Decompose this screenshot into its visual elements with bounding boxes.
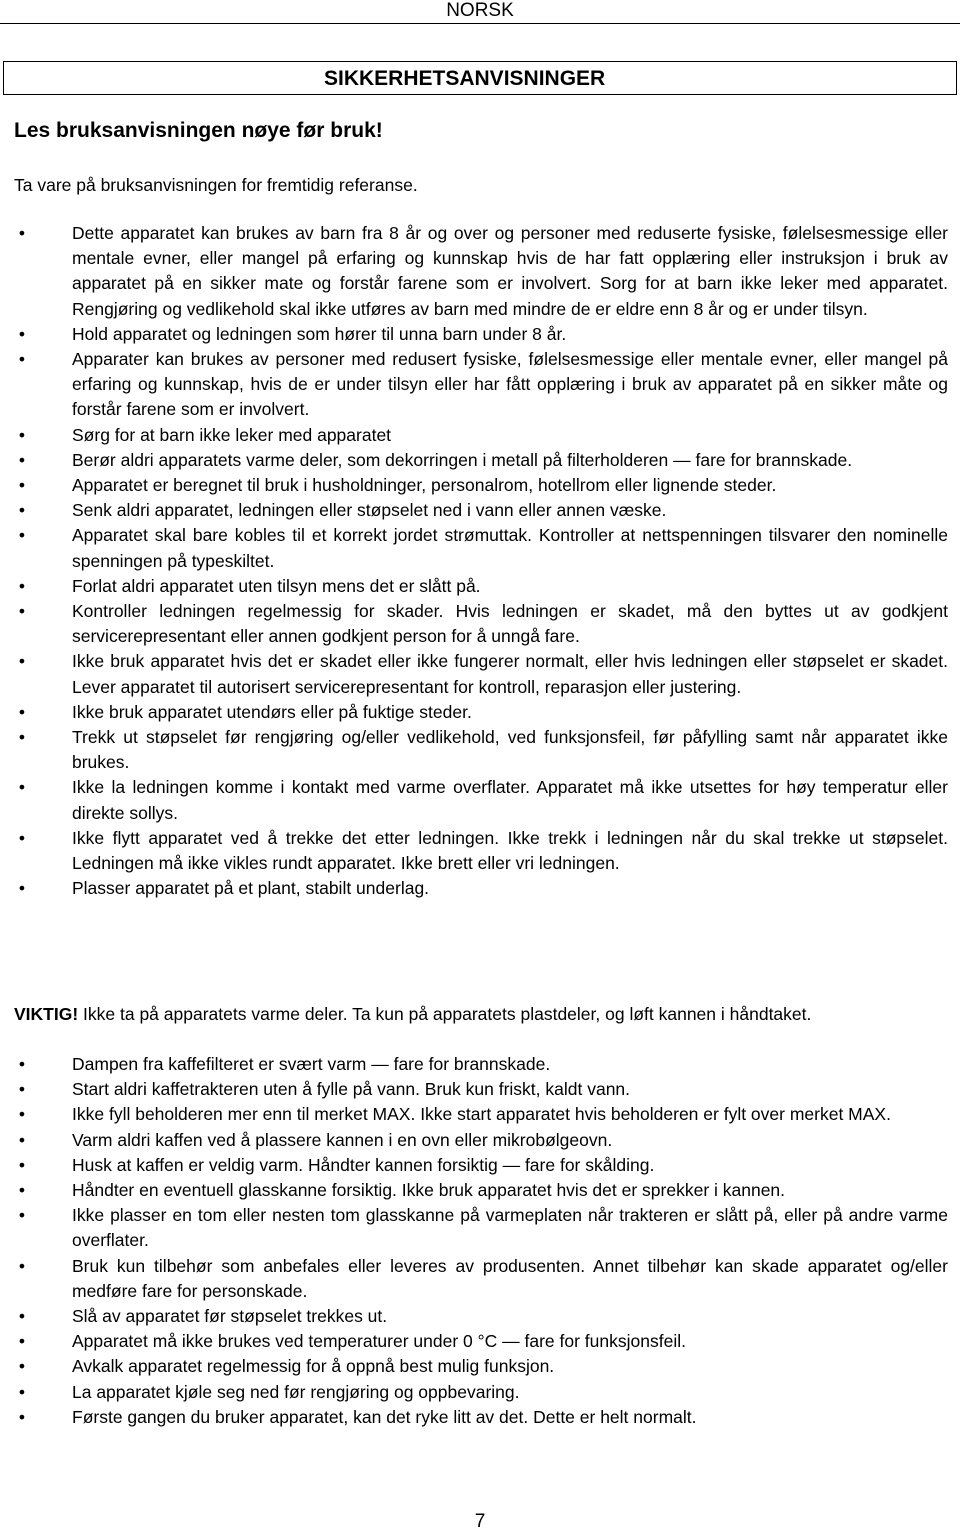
bullet-icon: • — [18, 1129, 26, 1150]
list-item — [0, 423, 960, 448]
list-item — [0, 1254, 960, 1304]
safety-list — [0, 221, 960, 901]
bullet-icon: • — [18, 1104, 26, 1125]
list-item — [0, 1203, 960, 1253]
list-item-text: Sørg for at barn ikke leker med apparatet — [72, 424, 392, 445]
bullet-icon: • — [18, 701, 26, 722]
bullet-icon: • — [18, 475, 26, 496]
list-item-text: Forlat aldri apparatet uten tilsyn mens det er slått på. — [72, 575, 481, 596]
bullet-icon: • — [18, 223, 26, 243]
list-item — [0, 322, 960, 347]
list-item — [0, 473, 960, 498]
list-item-text: Avkalk apparatet regelmessig for å oppnå best mulig funksjon. — [72, 1356, 555, 1377]
bullet-icon: • — [18, 1205, 26, 1226]
important-label: VIKTIG! — [14, 1004, 79, 1024]
list-item — [0, 1380, 960, 1405]
bullet-icon: • — [18, 1180, 26, 1201]
list-item — [0, 221, 960, 322]
list-item — [0, 1077, 960, 1102]
bullet-icon: • — [18, 575, 26, 596]
list-item-text: Slå av apparatet før støpselet trekkes ut. — [72, 1306, 388, 1327]
list-item-text: Apparatet er beregnet til bruk i husholdninger, personalrom, hotellrom eller lignende steder. — [72, 475, 777, 496]
warning-list — [0, 1052, 960, 1430]
list-item-text: Berør aldri apparatets varme deler, som dekorringen i metall på filterholderen — fare for brannskade. — [72, 449, 853, 470]
list-item — [0, 448, 960, 473]
list-item-text: Ikke bruk apparatet utendørs eller på fuktige steder. — [72, 701, 472, 722]
bullet-icon: • — [18, 500, 26, 521]
list-item-text: Senk aldri apparatet, ledningen eller støpselet ned i vann eller annen væske. — [72, 500, 667, 521]
list-item-text: Ikke la ledningen komme i kontakt med varme overflater. Apparatet må ikke utsettes for høy temperatur eller direkte sollys. — [72, 777, 948, 823]
list-item — [0, 826, 960, 876]
list-item — [0, 574, 960, 599]
list-item-text: Ikke plasser en tom eller nesten tom glasskanne på varmeplaten når trakteren er slått på, eller på andre varme overflater. — [72, 1205, 948, 1251]
bullet-icon: • — [18, 424, 26, 445]
list-item — [0, 876, 960, 901]
list-item — [0, 1102, 960, 1127]
list-item — [0, 725, 960, 775]
list-item — [0, 1354, 960, 1379]
list-item — [0, 1128, 960, 1153]
list-item-text: La apparatet kjøle seg ned før rengjøring og oppbevaring. — [72, 1381, 520, 1402]
list-item-text: Husk at kaffen er veldig varm. Håndter kannen forsiktig — fare for skålding. — [72, 1154, 655, 1175]
bullet-icon: • — [18, 1356, 26, 1377]
bullet-icon: • — [18, 449, 26, 470]
list-item-text: Ikke fyll beholderen mer enn til merket MAX. Ikke start apparatet hvis beholderen er fylt over merket MAX. — [72, 1104, 891, 1125]
list-item — [0, 1178, 960, 1203]
important-notice — [14, 1002, 948, 1027]
section-title: SIKKERHETSANVISNINGER — [324, 67, 606, 90]
bullet-icon: • — [18, 1406, 26, 1427]
bullet-icon: • — [18, 1255, 26, 1276]
bullet-icon: • — [18, 349, 26, 370]
bullet-icon: • — [18, 827, 26, 848]
bullet-icon: • — [18, 1054, 26, 1074]
list-item-text: Håndter en eventuell glasskanne forsiktig. Ikke bruk apparatet hvis det er sprekker i kannen. — [72, 1180, 786, 1201]
list-item-text: Hold apparatet og ledningen som hører til unna barn under 8 år. — [72, 323, 567, 344]
bullet-icon: • — [18, 525, 26, 546]
list-item-text: Varm aldri kaffen ved å plassere kannen i en ovn eller mikrobølgeovn. — [72, 1129, 613, 1150]
list-item-text: Bruk kun tilbehør som anbefales eller leveres av produsenten. Annet tilbehør kan skade apparatet og/eller medføre fare for personskade. — [72, 1255, 948, 1301]
list-item — [0, 1052, 960, 1077]
list-item-text: Plasser apparatet på et plant, stabilt underlag. — [72, 878, 430, 899]
list-item-text: Kontroller ledningen regelmessig for skader. Hvis ledningen er skadet, må den byttes ut av godkjent servicerepresentant eller annen godkjent person for å unngå fare. — [72, 601, 948, 647]
bullet-icon: • — [18, 1331, 26, 1352]
list-item — [0, 498, 960, 523]
list-item-text: Ikke flytt apparatet ved å trekke det etter ledningen. Ikke trekk i ledningen når du skal trekke ut støpselet. Ledningen må ikke vikles rundt apparatet. Ikke brett eller vri ledningen. — [72, 827, 948, 874]
list-item-text: Dampen fra kaffefilteret er svært varm — fare for brannskade. — [72, 1054, 551, 1074]
list-item — [0, 1304, 960, 1329]
list-item — [0, 1405, 960, 1430]
bullet-icon: • — [18, 878, 26, 899]
page-number: 7 — [474, 1511, 486, 1532]
list-item — [0, 1153, 960, 1178]
bullet-icon: • — [18, 1306, 26, 1327]
list-item-text: Trekk ut støpselet før rengjøring og/eller vedlikehold, ved funksjonsfeil, før påfylling samt når apparatet ikke brukes. — [72, 727, 948, 773]
bullet-icon: • — [18, 601, 26, 622]
bullet-icon: • — [18, 1154, 26, 1175]
list-item — [0, 347, 960, 423]
list-item-text: Dette apparatet kan brukes av barn fra 8 år og over og personer med reduserte fysiske, følelsesmessige eller mentale evner, eller mangel på erfaring og kunnskap hvis de har fatt opplæring eller instruksjon i bruk av apparatet på en sikker mate og forstår farene som er involvert. Sorg for at barn ikke leker med apparatet. Rengjøring og vedlikehold skal ikke utføres av barn med mindre de er eldre enn 8 år og er under tilsyn. — [72, 223, 948, 319]
list-item-text: Ikke bruk apparatet hvis det er skadet eller ikke fungerer normalt, eller hvis ledningen eller støpselet er skadet. Lever apparatet til autorisert servicerepresentant for kontroll, reparasjon eller justering. — [72, 651, 948, 697]
list-item-text: Apparater kan brukes av personer med redusert fysiske, følelsesmessige eller mentale evner, eller mangel på erfaring og kunnskap, hvis de er under tilsyn eller har fått opplæring i bruk av apparatet på en sikker måte og forstår farene som er involvert. — [72, 349, 948, 420]
list-item — [0, 599, 960, 649]
list-item-text: Apparatet skal bare kobles til et korrekt jordet strømuttak. Kontroller at nettspenningen tilsvarer den nominelle spenningen på typeskiltet. — [72, 525, 948, 571]
language-label: NORSK — [446, 0, 514, 21]
list-item — [0, 523, 960, 573]
bullet-icon: • — [18, 651, 26, 672]
keep-manual-note: Ta vare på bruksanvisningen for fremtidig referanse. — [14, 175, 418, 195]
list-item-text: Apparatet må ikke brukes ved temperaturer under 0 °C — fare for funksjonsfeil. — [72, 1331, 686, 1352]
header-divider — [0, 23, 960, 24]
bullet-icon: • — [18, 1381, 26, 1402]
list-item — [0, 700, 960, 725]
list-item-text: Start aldri kaffetrakteren uten å fylle på vann. Bruk kun friskt, kaldt vann. — [72, 1079, 631, 1100]
bullet-icon: • — [18, 727, 26, 748]
bullet-icon: • — [18, 323, 26, 344]
bullet-icon: • — [18, 777, 26, 798]
list-item-text: Første gangen du bruker apparatet, kan det ryke litt av det. Dette er helt normalt. — [72, 1406, 697, 1427]
bullet-icon: • — [18, 1079, 26, 1100]
section-banner — [3, 61, 957, 95]
important-text: Ikke ta på apparatets varme deler. Ta kun på apparatets plastdeler, og løft kannen i håndtaket. — [78, 1004, 812, 1024]
read-manual-heading: Les bruksanvisningen nøye før bruk! — [14, 119, 383, 142]
list-item — [0, 649, 960, 699]
list-item — [0, 1329, 960, 1354]
list-item — [0, 775, 960, 825]
